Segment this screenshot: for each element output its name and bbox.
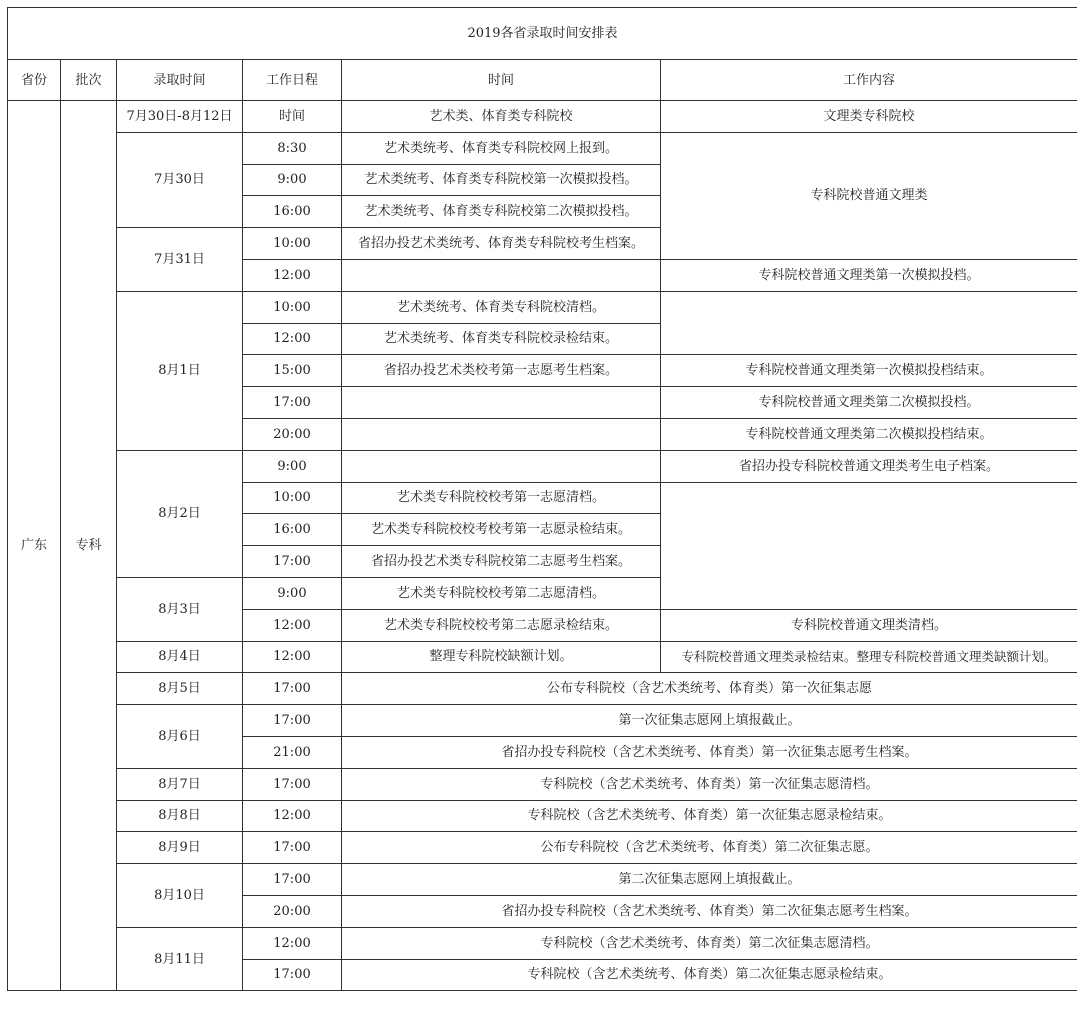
art-sports-cell: 艺术类、体育类专科院校 <box>342 101 661 133</box>
art-sports-cell <box>342 418 661 450</box>
liberal-science-cell: 省招办投专科院校普通文理类考生电子档案。 <box>661 450 1078 482</box>
liberal-science-cell: 文理类专科院校 <box>661 101 1078 133</box>
time-cell: 10:00 <box>243 291 342 323</box>
time-cell: 12:00 <box>243 927 342 959</box>
date-cell: 8月1日 <box>117 291 243 450</box>
header-province: 省份 <box>8 60 61 101</box>
merged-content-cell: 第一次征集志愿网上填报截止。 <box>342 705 1078 737</box>
date-cell: 7月31日 <box>117 228 243 292</box>
merged-content-cell: 公布专科院校（含艺术类统考、体育类）第一次征集志愿 <box>342 673 1078 705</box>
table-row <box>8 101 1078 133</box>
time-cell: 17:00 <box>243 864 342 896</box>
time-cell: 10:00 <box>243 482 342 514</box>
date-cell: 8月2日 <box>117 450 243 577</box>
art-sports-cell: 整理专科院校缺额计划。 <box>342 641 661 673</box>
art-sports-cell <box>342 450 661 482</box>
date-cell: 8月10日 <box>117 864 243 928</box>
time-cell: 8:30 <box>243 132 342 164</box>
time-cell: 17:00 <box>243 546 342 578</box>
table-title: 2019各省录取时间安排表 <box>8 8 1078 60</box>
header-batch: 批次 <box>61 60 117 101</box>
time-cell: 12:00 <box>243 259 342 291</box>
time-cell: 21:00 <box>243 736 342 768</box>
schedule-sheet <box>7 7 1077 1025</box>
merged-content-cell: 专科院校（含艺术类统考、体育类）第一次征集志愿录检结束。 <box>342 800 1078 832</box>
art-sports-cell: 艺术类统考、体育类专科院校第一次模拟投档。 <box>342 164 661 196</box>
table-row <box>8 641 1078 673</box>
date-cell: 8月11日 <box>117 927 243 991</box>
header-work-schedule: 工作日程 <box>243 60 342 101</box>
art-sports-cell: 省招办投艺术类统考、体育类专科院校考生档案。 <box>342 228 661 260</box>
date-cell: 8月6日 <box>117 705 243 769</box>
time-cell: 20:00 <box>243 895 342 927</box>
time-cell: 9:00 <box>243 450 342 482</box>
time-cell: 12:00 <box>243 609 342 641</box>
table-row <box>8 291 1078 323</box>
time-cell: 20:00 <box>243 418 342 450</box>
art-sports-cell: 艺术类统考、体育类专科院校第二次模拟投档。 <box>342 196 661 228</box>
table-row <box>8 450 1078 482</box>
art-sports-cell <box>342 387 661 419</box>
liberal-science-cell <box>661 291 1078 355</box>
art-sports-cell: 艺术类专科院校校考校考第一志愿录检结束。 <box>342 514 661 546</box>
art-sports-cell: 省招办投艺术类专科院校第二志愿考生档案。 <box>342 546 661 578</box>
time-cell: 12:00 <box>243 800 342 832</box>
merged-content-cell: 专科院校（含艺术类统考、体育类）第一次征集志愿清档。 <box>342 768 1078 800</box>
province-cell: 广东 <box>8 101 61 991</box>
liberal-science-cell: 专科院校普通文理类第一次模拟投档。 <box>661 259 1078 291</box>
header-row <box>8 60 1078 101</box>
time-cell: 17:00 <box>243 673 342 705</box>
date-cell: 8月4日 <box>117 641 243 673</box>
date-cell: 7月30日 <box>117 132 243 227</box>
date-cell: 8月8日 <box>117 800 243 832</box>
art-sports-cell: 艺术类专科院校校考第一志愿清档。 <box>342 482 661 514</box>
table-row <box>8 673 1078 705</box>
time-cell: 17:00 <box>243 959 342 991</box>
liberal-science-cell <box>661 482 1078 609</box>
table-row <box>8 927 1078 959</box>
date-cell: 8月7日 <box>117 768 243 800</box>
art-sports-cell: 艺术类统考、体育类专科院校清档。 <box>342 291 661 323</box>
time-cell: 17:00 <box>243 768 342 800</box>
time-cell: 15:00 <box>243 355 342 387</box>
liberal-science-cell: 专科院校普通文理类第二次模拟投档结束。 <box>661 418 1078 450</box>
title-row <box>8 8 1078 60</box>
time-cell: 9:00 <box>243 577 342 609</box>
time-cell: 17:00 <box>243 705 342 737</box>
merged-content-cell: 第二次征集志愿网上填报截止。 <box>342 864 1078 896</box>
liberal-science-cell: 专科院校普通文理类第二次模拟投档。 <box>661 387 1078 419</box>
table-row <box>8 768 1078 800</box>
liberal-science-cell: 专科院校普通文理类 <box>661 132 1078 259</box>
art-sports-cell <box>342 259 661 291</box>
header-admission-time: 录取时间 <box>117 60 243 101</box>
table-row <box>8 132 1078 164</box>
date-cell: 8月5日 <box>117 673 243 705</box>
admission-schedule-table <box>7 7 1077 991</box>
date-cell: 8月3日 <box>117 577 243 641</box>
table-row <box>8 832 1078 864</box>
table-row <box>8 864 1078 896</box>
art-sports-cell: 省招办投艺术类校考第一志愿考生档案。 <box>342 355 661 387</box>
time-cell: 10:00 <box>243 228 342 260</box>
time-cell: 16:00 <box>243 196 342 228</box>
table-row <box>8 705 1078 737</box>
art-sports-cell: 艺术类统考、体育类专科院校网上报到。 <box>342 132 661 164</box>
time-cell: 9:00 <box>243 164 342 196</box>
time-cell: 12:00 <box>243 323 342 355</box>
date-cell: 8月9日 <box>117 832 243 864</box>
liberal-science-cell: 专科院校普通文理类清档。 <box>661 609 1078 641</box>
table-row <box>8 800 1078 832</box>
merged-content-cell: 专科院校（含艺术类统考、体育类）第二次征集志愿清档。 <box>342 927 1078 959</box>
liberal-science-cell: 专科院校普通文理类第一次模拟投档结束。 <box>661 355 1078 387</box>
merged-content-cell: 公布专科院校（含艺术类统考、体育类）第二次征集志愿。 <box>342 832 1078 864</box>
merged-content-cell: 省招办投专科院校（含艺术类统考、体育类）第二次征集志愿考生档案。 <box>342 895 1078 927</box>
art-sports-cell: 艺术类专科院校校考第二志愿清档。 <box>342 577 661 609</box>
merged-content-cell: 专科院校（含艺术类统考、体育类）第二次征集志愿录检结束。 <box>342 959 1078 991</box>
batch-cell: 专科 <box>61 101 117 991</box>
time-cell: 16:00 <box>243 514 342 546</box>
header-work-content: 工作内容 <box>661 60 1078 101</box>
merged-content-cell: 省招办投专科院校（含艺术类统考、体育类）第一次征集志愿考生档案。 <box>342 736 1078 768</box>
art-sports-cell: 艺术类专科院校校考第二志愿录检结束。 <box>342 609 661 641</box>
date-cell: 7月30日-8月12日 <box>117 101 243 133</box>
time-cell: 时间 <box>243 101 342 133</box>
header-time: 时间 <box>342 60 661 101</box>
time-cell: 17:00 <box>243 387 342 419</box>
time-cell: 12:00 <box>243 641 342 673</box>
art-sports-cell: 艺术类统考、体育类专科院校录检结束。 <box>342 323 661 355</box>
liberal-science-cell: 专科院校普通文理类录检结束。整理专科院校普通文理类缺额计划。 <box>661 641 1078 673</box>
time-cell: 17:00 <box>243 832 342 864</box>
